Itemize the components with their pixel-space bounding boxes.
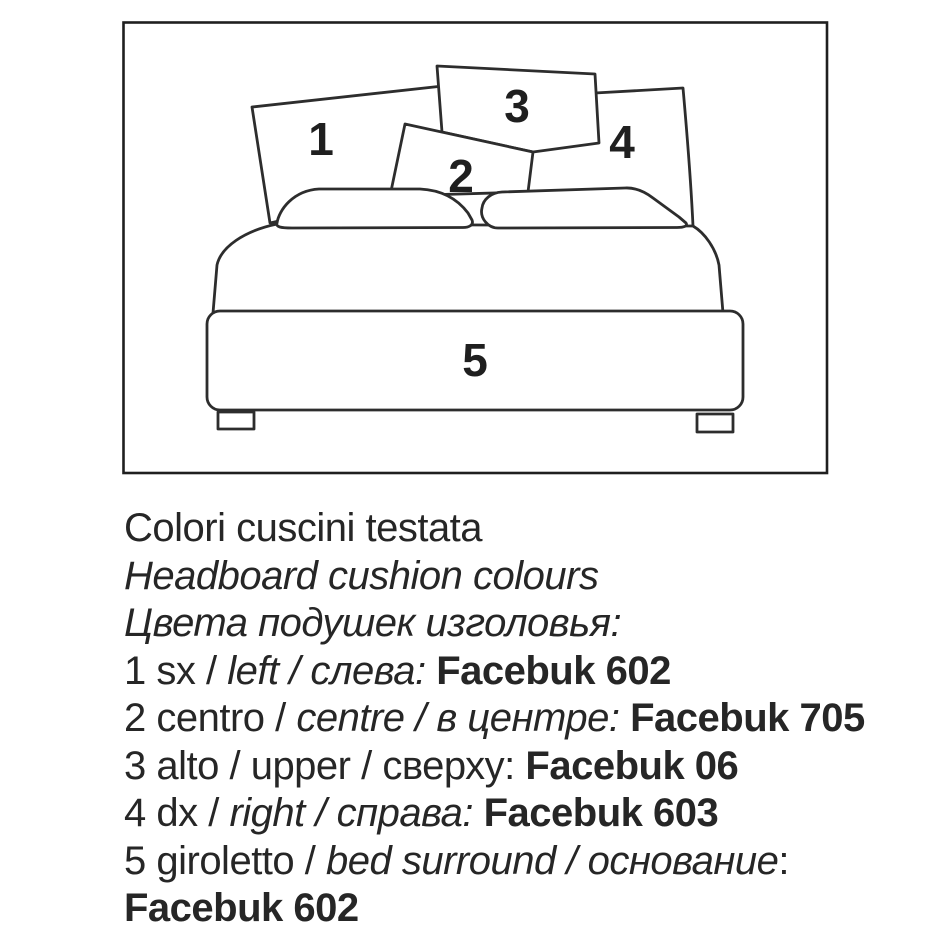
legend-title-russian: Цвета подушек изголовья: [124, 601, 622, 645]
legend-segment: 1 sx / [124, 648, 228, 693]
bed-foot-left [218, 412, 254, 429]
legend-line-6 [124, 885, 864, 933]
legend-segment: 5 giroletto / [124, 838, 327, 883]
legend-line-5 [124, 838, 864, 886]
legend-line-2 [124, 695, 864, 743]
legend-segment: right / справа: [229, 791, 484, 835]
legend-line-4 [124, 790, 864, 838]
legend-segment: 3 alto / upper / сверху: [124, 743, 526, 788]
legend-title-english: Headboard cushion colours [124, 553, 599, 598]
pillow-left [277, 189, 473, 228]
legend-title-italian: Colori cuscini testata [124, 506, 483, 550]
legend-segment: Facebuk 603 [483, 791, 719, 835]
legend-line-3 [124, 743, 864, 791]
label-cushion-1: 1 [308, 113, 334, 165]
label-cushion-3: 3 [504, 80, 530, 132]
bed-foot-right [697, 414, 733, 432]
legend-segment: : [778, 838, 789, 883]
legend-segment: Facebuk 602 [436, 648, 671, 693]
bed-diagram-svg [122, 21, 829, 475]
legend-segment: 4 dx / [124, 791, 230, 835]
legend-segment: bed surround / основание [326, 838, 779, 883]
legend-segment: 2 centro / [124, 696, 297, 740]
legend [124, 505, 864, 933]
legend-segment: Facebuk 06 [525, 743, 739, 788]
legend-line-1 [124, 648, 864, 696]
legend-segment: left / слева: [227, 648, 437, 693]
bed-diagram [122, 21, 829, 475]
legend-items [124, 648, 864, 933]
legend-segment: centre / в центре: [296, 696, 631, 740]
legend-segment: Facebuk 602 [124, 886, 359, 930]
legend-segment: Facebuk 705 [630, 696, 865, 740]
label-cushion-4: 4 [609, 116, 635, 168]
label-cushion-2: 2 [448, 150, 474, 202]
label-bed-surround: 5 [462, 334, 488, 386]
mattress-outline [213, 224, 723, 313]
